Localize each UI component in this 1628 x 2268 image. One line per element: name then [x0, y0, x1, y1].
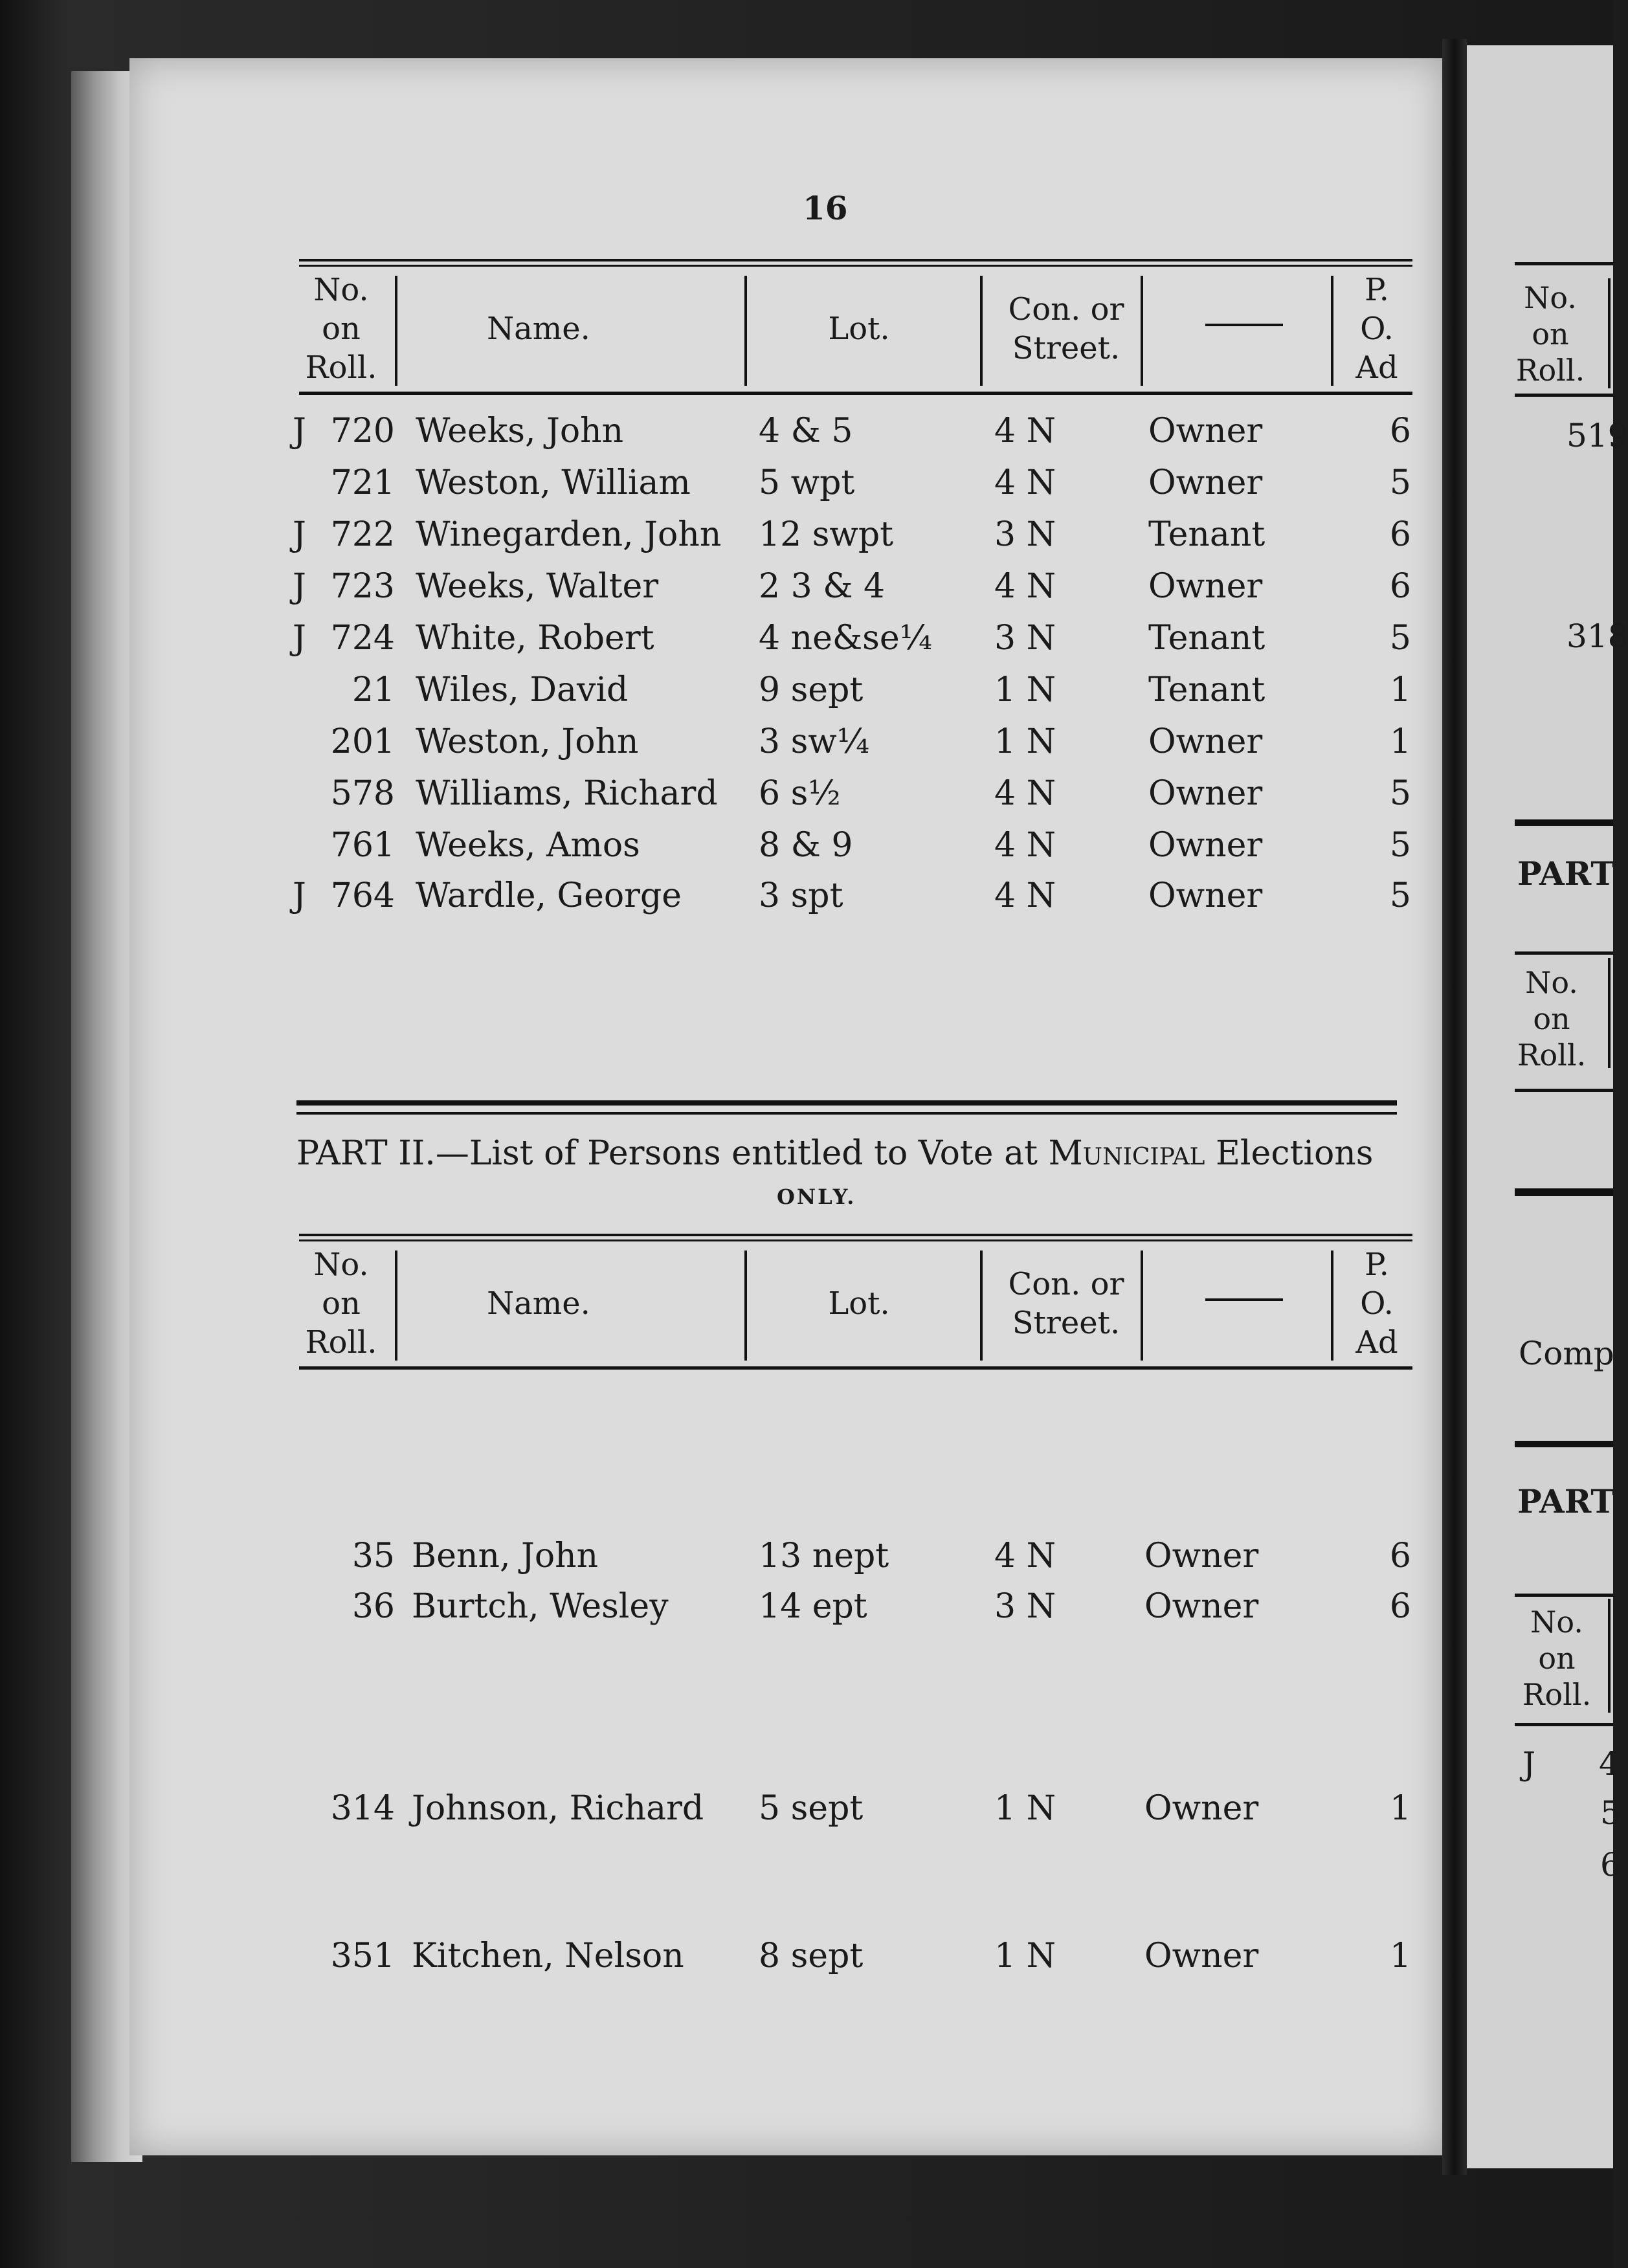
po-address: 1 [1389, 722, 1411, 761]
concession: 1 N [994, 1789, 1056, 1828]
table-row [0, 406, 1424, 456]
right-section-rule [1515, 819, 1613, 826]
concession: 4 N [994, 826, 1056, 865]
concession: 4 N [994, 463, 1056, 502]
right-header-rule [1515, 394, 1613, 397]
right-comp-label: Comp [1519, 1335, 1614, 1372]
roll-number: 21 [351, 671, 395, 709]
header-dash [1205, 324, 1283, 326]
lot: 3 sw¼ [759, 722, 870, 761]
roll-number: 351 [330, 1937, 395, 1975]
right-section-rule [1515, 1441, 1613, 1447]
table-row [0, 1582, 1424, 1631]
table-row [0, 717, 1424, 766]
voter-name: Winegarden, John [416, 515, 722, 554]
right-header-no-on-roll: No. on Roll. [1522, 1605, 1592, 1712]
roll-number: 723 [330, 567, 395, 606]
column-divider [1141, 1251, 1143, 1361]
po-address: 6 [1389, 1587, 1411, 1626]
right-header-rule [1515, 1089, 1613, 1092]
po-address: 5 [1389, 774, 1411, 813]
roll-prefix: J [293, 619, 306, 658]
roll-number: 761 [330, 826, 395, 865]
status: Tenant [1148, 515, 1266, 554]
po-address: 6 [1389, 412, 1411, 450]
lot: 14 ept [759, 1587, 867, 1626]
page-number: 16 [803, 189, 848, 227]
column-divider [395, 276, 397, 386]
concession: 4 N [994, 876, 1056, 915]
concession: 4 N [994, 1537, 1056, 1575]
right-roll-number: 519 [1567, 417, 1628, 454]
right-header-rule [1515, 262, 1613, 265]
status: Owner [1148, 463, 1263, 502]
right-column-divider [1608, 958, 1611, 1068]
column-divider [1141, 276, 1143, 386]
header-no-on-roll: No. on Roll. [305, 1247, 377, 1361]
right-roll-number: 4 [1599, 1745, 1620, 1783]
table-row [0, 769, 1424, 818]
concession: 4 N [994, 567, 1056, 606]
table-row [0, 821, 1424, 870]
lot: 9 sept [759, 671, 864, 709]
roll-number: 764 [330, 876, 395, 915]
header-top-rule [299, 1234, 1412, 1241]
lot: 8 & 9 [759, 826, 853, 865]
voter-name: Wardle, George [416, 876, 682, 915]
section-divider-rule [296, 1100, 1397, 1115]
concession: 3 N [994, 619, 1056, 658]
voter-name: White, Robert [416, 619, 654, 658]
po-address: 1 [1389, 671, 1411, 709]
table-row [0, 510, 1424, 559]
status: Owner [1144, 1537, 1259, 1575]
po-address: 5 [1389, 826, 1411, 865]
header-bottom-rule [299, 1366, 1412, 1370]
roll-prefix: J [293, 567, 306, 606]
header-con-street: Con. or Street. [1008, 1266, 1124, 1341]
po-address: 6 [1389, 1537, 1411, 1575]
lot: 8 sept [759, 1937, 864, 1975]
roll-number: 35 [351, 1537, 395, 1575]
column-divider [395, 1251, 397, 1361]
status: Owner [1148, 412, 1263, 450]
roll-prefix: J [293, 515, 306, 554]
status: Owner [1148, 567, 1263, 606]
po-address: 5 [1389, 463, 1411, 502]
lot: 5 wpt [759, 463, 855, 502]
right-header-rule [1515, 1723, 1613, 1726]
lot: 5 sept [759, 1789, 864, 1828]
table-row [0, 1531, 1424, 1581]
table-row [0, 458, 1424, 507]
voter-name: Kitchen, Nelson [412, 1937, 684, 1975]
roll-number: 314 [330, 1789, 395, 1828]
right-part-label: PART [1517, 1482, 1615, 1520]
table-row [0, 562, 1424, 611]
po-address: 6 [1389, 567, 1411, 606]
right-roll-prefix: J [1522, 1745, 1536, 1783]
right-roll-number: 6 [1600, 1846, 1621, 1884]
lot: 4 & 5 [759, 412, 853, 450]
table-row [0, 665, 1424, 715]
po-address: 1 [1389, 1937, 1411, 1975]
status: Tenant [1148, 671, 1266, 709]
table-row [0, 1784, 1424, 1833]
header-no-on-roll: No. on Roll. [305, 272, 377, 386]
header-po: P. O. Ad [1355, 1247, 1398, 1361]
concession: 4 N [994, 412, 1056, 450]
header-lot: Lot. [828, 311, 890, 347]
right-header-no-on-roll: No. on Roll. [1517, 965, 1587, 1073]
lot: 2 3 & 4 [759, 567, 886, 606]
header-bottom-rule [299, 392, 1412, 395]
book-gutter [1442, 39, 1467, 2175]
po-address: 1 [1389, 1789, 1411, 1828]
table-header-part1 [299, 259, 1412, 395]
concession: 3 N [994, 515, 1056, 554]
column-divider [744, 1251, 747, 1361]
lot: 4 ne&se¼ [759, 619, 933, 658]
lot: 13 nept [759, 1537, 889, 1575]
voter-name: Benn, John [412, 1537, 599, 1575]
status: Owner [1148, 826, 1263, 865]
voter-name: Weston, John [416, 722, 639, 761]
header-name: Name. [487, 1285, 590, 1322]
lot: 3 spt [759, 876, 843, 915]
header-name: Name. [487, 311, 590, 347]
concession: 3 N [994, 1587, 1056, 1626]
right-roll-number: 5 [1600, 1794, 1621, 1832]
voter-name: Weeks, Amos [416, 826, 640, 865]
roll-number: 201 [330, 722, 395, 761]
voter-name: Burtch, Wesley [412, 1587, 669, 1626]
status: Owner [1144, 1789, 1259, 1828]
lot: 12 swpt [759, 515, 894, 554]
roll-number: 722 [330, 515, 395, 554]
header-con-street: Con. or Street. [1008, 291, 1124, 366]
voter-name: Wiles, David [416, 671, 629, 709]
concession: 4 N [994, 774, 1056, 813]
column-divider [1331, 276, 1333, 386]
status: Tenant [1148, 619, 1266, 658]
voter-name: Weeks, John [416, 412, 624, 450]
right-header-rule [1515, 951, 1613, 955]
voter-name: Weeks, Walter [416, 567, 659, 606]
header-top-rule [299, 259, 1412, 267]
status: Owner [1148, 876, 1263, 915]
part2-title: PART II.—List of Persons entitled to Vote at Municipal Elections [296, 1134, 1374, 1173]
roll-prefix: J [293, 876, 306, 915]
header-dash [1205, 1298, 1283, 1301]
roll-number: 720 [330, 412, 395, 450]
column-divider [980, 1251, 983, 1361]
roll-number: 36 [351, 1587, 395, 1626]
concession: 1 N [994, 722, 1056, 761]
po-address: 5 [1389, 619, 1411, 658]
status: Owner [1148, 722, 1263, 761]
table-header-part2 [299, 1234, 1412, 1370]
column-divider [744, 276, 747, 386]
po-address: 5 [1389, 876, 1411, 915]
right-roll-number: 318 [1567, 617, 1628, 655]
status: Owner [1148, 774, 1263, 813]
header-lot: Lot. [828, 1285, 890, 1322]
roll-number: 721 [330, 463, 395, 502]
header-po: P. O. Ad [1355, 272, 1398, 386]
right-header-rule [1515, 1594, 1613, 1597]
roll-number: 578 [330, 774, 395, 813]
status: Owner [1144, 1587, 1259, 1626]
po-address: 6 [1389, 515, 1411, 554]
roll-prefix: J [293, 412, 306, 450]
right-header-no-on-roll: No. on Roll. [1515, 280, 1585, 388]
column-divider [1331, 1251, 1333, 1361]
voter-name: Williams, Richard [416, 774, 718, 813]
status: Owner [1144, 1937, 1259, 1975]
table-row [0, 1931, 1424, 1981]
right-column-divider [1608, 278, 1611, 388]
table-row [0, 871, 1424, 920]
column-divider [980, 276, 983, 386]
part2-only-label: ONLY. [777, 1184, 856, 1209]
right-part-label: PART [1517, 854, 1615, 893]
roll-number: 724 [330, 619, 395, 658]
table-row [0, 614, 1424, 663]
lot: 6 s½ [759, 774, 841, 813]
right-section-rule [1515, 1188, 1613, 1196]
concession: 1 N [994, 671, 1056, 709]
concession: 1 N [994, 1937, 1056, 1975]
right-column-divider [1608, 1599, 1611, 1713]
voter-name: Weston, William [416, 463, 691, 502]
voter-name: Johnson, Richard [412, 1789, 704, 1828]
